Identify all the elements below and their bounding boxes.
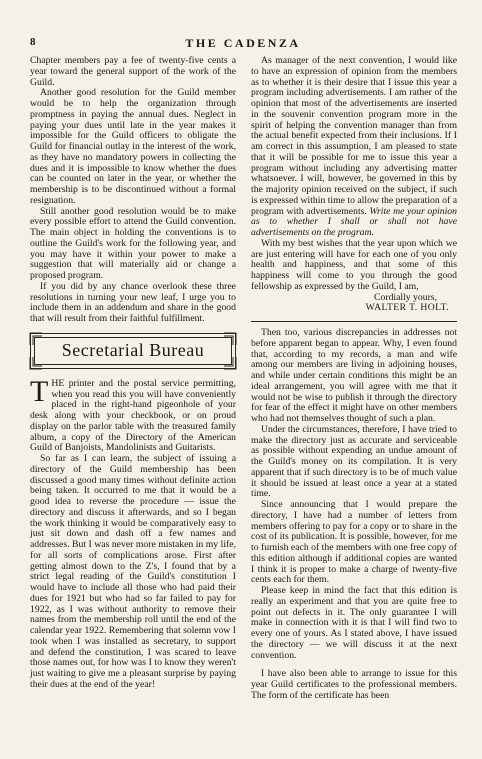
paragraph: Another good resolution for the Guild member would be to help the organization through promptness in paying the annual dues. Neglect in paying your dues until late in the year makes it impossible for the Guild officers to obligate the Guild for financial outlay in the interest of the work, as they have no mandatory powers in collecting the dues and it is impossible to know whether the dues can be counted on later in the year, or whether the membership is to be discontinued without a formal resignation. [30, 87, 236, 206]
section-title: Secretarial Bureau [61, 340, 205, 361]
lead-paragraph [30, 374, 236, 454]
paragraph: I have also been able to arrange to issue for this year Guild certificates to the professional members. The form of the certificate has been [251, 668, 457, 701]
page-number: 8 [30, 36, 36, 48]
paragraph: Chapter members pay a fee of twenty-five cents a year toward the general support of the work of the Guild. [30, 55, 236, 88]
section-heading-box [30, 333, 236, 369]
emphasis-text: Write me your opinion as to whether I shall or shall not have advertisements on the program. [251, 205, 457, 238]
signoff: Cordially yours, [374, 291, 437, 303]
section-body [30, 374, 236, 691]
page-header [30, 36, 456, 50]
ornament-corner-icon [223, 332, 237, 346]
paragraph: Please keep in mind the fact that this edition is really an experiment and that you are quite free to point out defects in it. The only guarantee I will make in connection with it is that I will find two to every one of yours. As I stated above, I have issued the directory — we will discuss it at the next convention. [251, 585, 457, 661]
paragraph [251, 56, 457, 239]
ornament-corner-icon [29, 332, 43, 346]
lead-text: HE printer and the postal service permitting, when you read this you will have conveniently placed in the right-hand pigeonhole of your desk along with your checkbook, or on proud display on the parlor table with the treasured family album, a copy of the Directory of the American Guild of Banjoists, Mandolinists and Guitarists. [30, 377, 236, 454]
left-column [30, 56, 236, 691]
paragraph: With my best wishes that the year upon which we are just entering will have for each one of you only health and happiness, and that some of this happiness will come to you through the good fellowship as expressed by the Guild, I am, [251, 237, 457, 292]
signer-name: WALTER T. HOLT. [365, 302, 449, 314]
ornament-corner-icon [29, 356, 43, 370]
paragraph: So far as I can learn, the subject of issuing a directory of the Guild membership has been discussed a good many times without definite action being taken. It occurred to me that it would be a good idea to reverse the procedure — issue the directory and discuss it afterwards, and so I began the work thinking it would be comparatively easy to just sit down and dash off a few names and addresses. But I was never more mistaken in my life, for all sorts of complications arose. First after getting almost down to the Z's, I found that by a strict legal reading of the Guild's constitution I would have to include all those who had paid their dues for 1921 but who had so far failed to pay for 1922, as I was without authority to remove their names from the membership roll until the end of the calendar year 1922. Remembering that solemn vow I took when I was installed as secretary, to support and defend the constitution, I was scared to leave those names out, for how was I to know they weren't just waiting to give me a pleasant surprise by paying their dues at the end of the year! [30, 453, 236, 690]
paragraph: Still another good resolution would be to make every possible effort to attend the Guild convention. The main object in holding the conventions is to outline the Guild's work for the following year, and you may have it within your power to make a suggestion that will materially aid or change a proposed program. [30, 205, 236, 281]
paragraph-text: As manager of the next convention, I would like to have an expression of opinion from the members as to whether it is their desire that I issue this year a program including advertisements. I am rather of the opinion that most of the advertisements are inserted in the souvenir convention program more in the spirit of helping the convention manager than from the actual benefit expected from their inclusions. If I am correct in this assumption, I am pleased to state that it will be possible for me to issue this year a program without including any advertising matter whatsoever. I will, however, be governed in this by the majority opinion received on the subject, if such is expressed within time to allow the preparation of a program with advertisements. [251, 55, 457, 217]
paragraph: Then too, various discrepancies in addresses not before apparent began to appear. Why, I even found that, according to my records, a man and wife among our members are living in adjoining houses, and while under certain conditions this might be an ideal arrangement, you will agree with me that it would not be wise to publish it through the directory for fear of the effect it might have on other members who had not themselves thought of such a plan. [251, 327, 457, 424]
paragraph: Under the circumstances, therefore, I have tried to make the directory just as accurate and serviceable as possible without expending an undue amount of the Guild's money on its compilation. It is very apparent that if such directory is to be of much value it should be issued at least once a year at a stated time. [251, 423, 457, 500]
divider [251, 321, 457, 322]
paragraph: Since announcing that I would prepare the directory, I have had a number of letters from members offering to pay for a copy or to share in the cost of its publication. It is possible, however, for me to furnish each of the members with one free copy of this edition although if additional copies are wanted I think it is proper to make a charge of twenty-five cents each for them. [251, 499, 457, 586]
running-title: THE CADENZA [185, 36, 301, 50]
signature-block [251, 293, 457, 315]
ornament-corner-icon [223, 356, 237, 370]
drop-cap: T [30, 374, 49, 408]
paragraph: If you did by any chance overlook these three resolutions in turning your new leaf, I urge you to include them in an addendum and share in the good that will result from their faithful fulfillment. [30, 280, 236, 324]
right-column [251, 56, 457, 702]
